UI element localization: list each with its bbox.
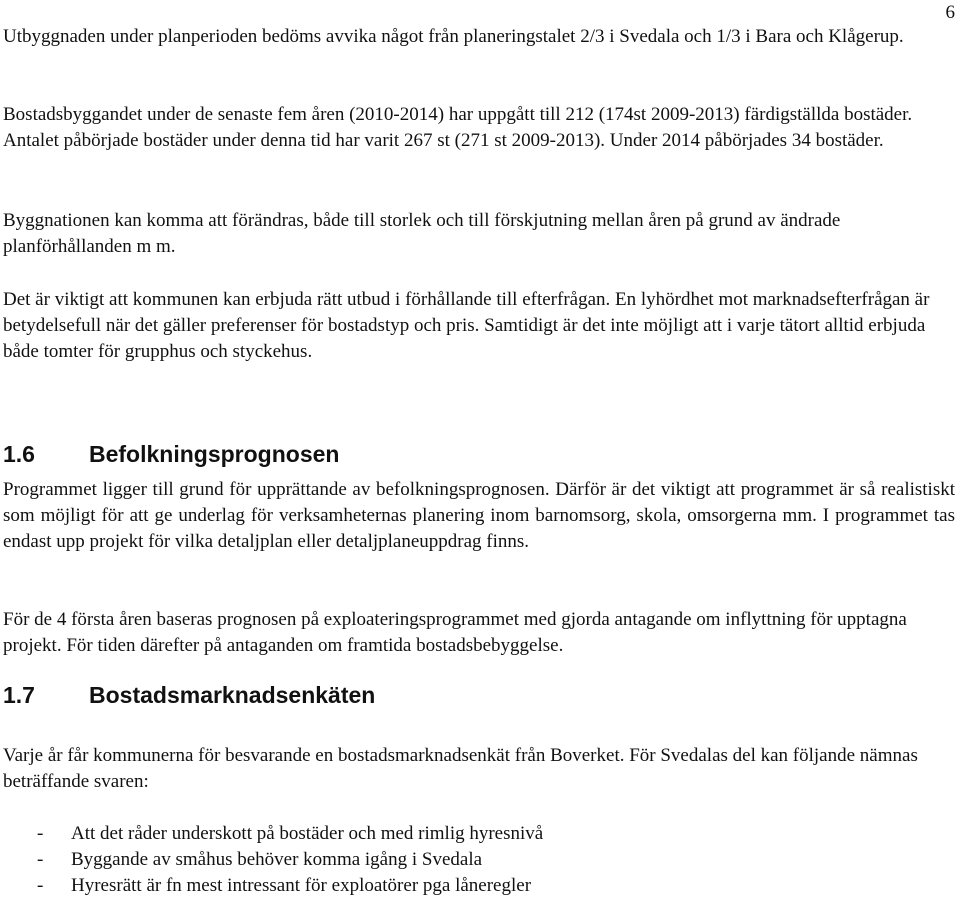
bullet-marker: - — [37, 875, 44, 896]
section-number: 1.6 — [3, 441, 35, 467]
section-heading-population-forecast — [3, 439, 339, 469]
list-item-text: Byggande av småhus behöver komma igång i Svedala — [71, 849, 483, 870]
paragraph-planning-ratio: Utbyggnaden under planperioden bedöms avvika något från planeringstalet 2/3 i Svedala och 1/3 i Bara och Klågerup. — [3, 26, 904, 47]
paragraph-forecast-basis: Programmet ligger till grund för upprättande av befolkningsprognosen. Därför är det viktigt att programmet är så realistiskt som möjligt för att ge underlag för verksamheternas planering inom barnomsorg, skola, omsorgerna mm. I programmet tas endast upp projekt för vilka detaljplan eller detaljplaneuppdrag finns. — [3, 479, 955, 552]
list-item — [3, 847, 955, 873]
list-item-text: Att det råder underskott på bostäder och med rimlig hyresnivå — [71, 823, 544, 844]
bullet-marker: - — [37, 823, 44, 844]
list-item-text: Hyresrätt är fn mest intressant för exploatörer pga låneregler — [71, 875, 532, 896]
paragraph-housing-supply: Det är viktigt att kommunen kan erbjuda rätt utbud i förhållande till efterfrågan. En lyhördhet mot marknadsefterfrågan är betydelsefull när det gäller preferenser för bostadstyp och pris. Samtidigt är det inte möjligt att i varje tätort alltid erbjuda både tomter för grupphus och styckehus. — [3, 289, 930, 362]
page-number: 6 — [945, 2, 955, 23]
paragraph-forecast-years: För de 4 första åren baseras prognosen på exploateringsprogrammet med gjorda antagande om inflyttning för upptagna projekt. För tiden därefter på antaganden om framtida bostadsbebyggelse. — [3, 609, 907, 656]
paragraph-construction-changes: Byggnationen kan komma att förändras, både till storlek och till förskjutning mellan åren på grund av ändrade planförhållanden m m. — [3, 210, 841, 257]
paragraph-housing-construction: Bostadsbyggandet under de senaste fem åren (2010-2014) har uppgått till 212 (174st 2009-2013) färdigställda bostäder. Antalet påbörjade bostäder under denna tid har varit 267 st (271 st 2009-2013). Under 2014 påbörjades 34 bostäder. — [3, 104, 913, 151]
survey-answers-list — [3, 821, 955, 899]
list-item — [3, 821, 955, 847]
section-title: Bostadsmarknadsenkäten — [89, 682, 376, 708]
section-number: 1.7 — [3, 682, 35, 708]
section-heading-housing-survey — [3, 680, 375, 710]
list-item — [3, 873, 955, 899]
section-title: Befolkningsprognosen — [89, 441, 340, 467]
bullet-marker: - — [37, 849, 44, 870]
paragraph-survey-intro: Varje år får kommunerna för besvarande en bostadsmarknadsenkät från Boverket. För Svedalas del kan följande nämnas beträffande svaren: — [3, 745, 918, 792]
